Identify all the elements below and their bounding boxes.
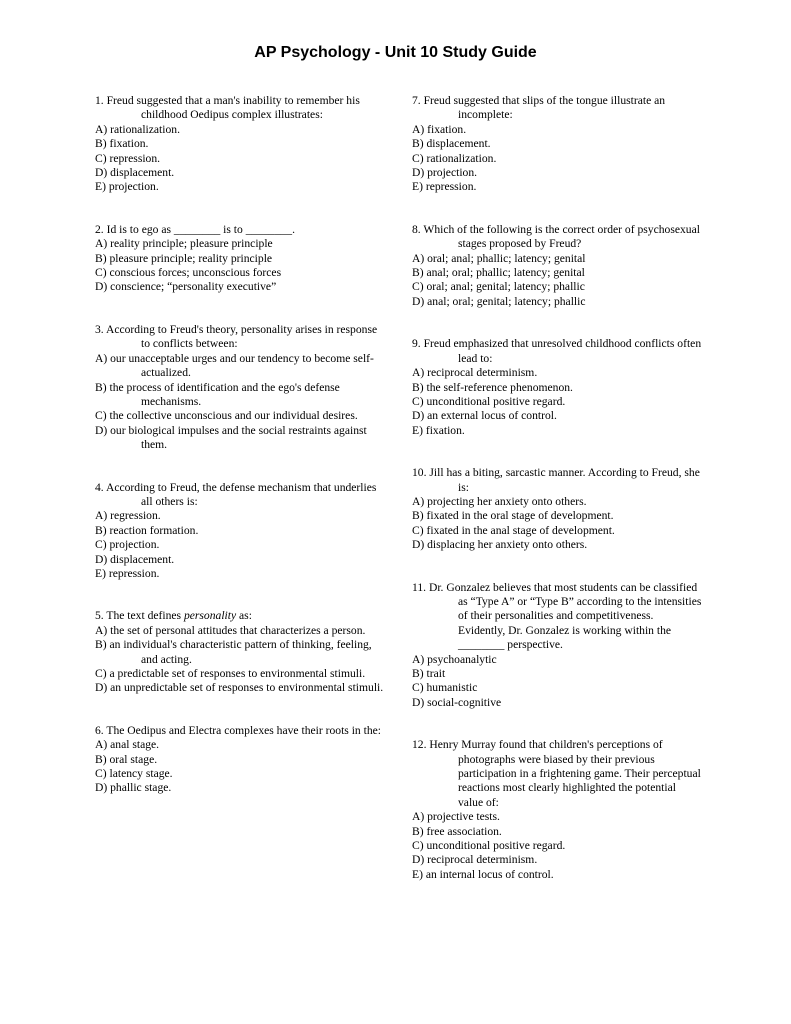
right-column [412, 94, 702, 910]
answer-option: D) social-cognitive [412, 695, 502, 709]
question-12 [412, 738, 702, 882]
answer-option: A) rationalization. [95, 122, 180, 136]
question-4 [95, 481, 385, 582]
answer-option: C) conscious forces; unconscious forces [95, 266, 282, 280]
answer-option: D) displacement. [95, 166, 175, 180]
answer-option: C) latency stage. [95, 767, 173, 781]
question-stem [95, 609, 385, 623]
answer-option: D) an unpredictable set of responses to environmental stimuli. [95, 681, 384, 695]
question-7 [412, 94, 702, 195]
question-stem-part: as: [236, 609, 252, 623]
question-8 [412, 223, 702, 309]
question-stem: 12. Henry Murray found that children's perceptions of photographs were biased by their previous participation in a frightening game. Their perceptual reactions most clearly highlighted the potential value of: [412, 738, 701, 809]
question-stem-part: 5. The text defines [95, 609, 184, 623]
answer-option: C) projection. [95, 538, 160, 552]
question-stem: 6. The Oedipus and Electra complexes have their roots in the: [95, 723, 381, 737]
question-6 [95, 724, 385, 796]
answer-option: D) displacement. [95, 552, 175, 566]
answer-option: E) an internal locus of control. [412, 867, 554, 881]
page-title: AP Psychology - Unit 10 Study Guide [254, 44, 537, 61]
answer-option: D) displacing her anxiety onto others. [412, 538, 588, 552]
answer-option: A) our unacceptable urges and our tendency to become self-actualized. [95, 351, 374, 380]
answer-option: A) regression. [95, 509, 161, 523]
question-stem: 9. Freud emphasized that unresolved childhood conflicts often lead to: [412, 337, 702, 365]
answer-option: E) repression. [412, 180, 477, 194]
answer-option: C) repression. [95, 151, 161, 165]
question-stem-emphasis: personality [183, 609, 237, 623]
answer-option: D) conscience; “personality executive” [95, 280, 277, 294]
answer-option: B) anal; oral; phallic; latency; genital [412, 266, 585, 280]
question-10 [412, 466, 702, 552]
question-3 [95, 323, 385, 453]
answer-option: C) a predictable set of responses to environmental stimuli. [95, 667, 366, 680]
question-stem: 3. According to Freud's theory, personality arises in response to conflicts between: [95, 322, 378, 351]
answer-option: C) humanistic [412, 681, 478, 695]
answer-option: B) the process of identification and the ego's defense mechanisms. [95, 380, 340, 408]
answer-option: A) fixation. [412, 122, 467, 136]
answer-option: C) unconditional positive regard. [412, 839, 566, 853]
question-5 [95, 609, 385, 695]
question-1 [95, 94, 385, 195]
answer-option: C) fixated in the anal stage of development. [412, 523, 615, 537]
left-column [95, 94, 385, 824]
answer-option: E) projection. [95, 180, 159, 194]
answer-option: B) free association. [412, 824, 502, 838]
answer-option: C) unconditional positive regard. [412, 394, 566, 408]
question-stem: 8. Which of the following is the correct order of psychosexual stages proposed by Freud? [412, 222, 700, 251]
answer-option: B) fixated in the oral stage of development. [412, 509, 614, 523]
question-stem: 7. Freud suggested that slips of the tongue illustrate an incomplete: [412, 94, 666, 122]
question-stem: 11. Dr. Gonzalez believes that most students can be classified as “Type A” or “Type B” according to the intensities of their personalities and competitiveness. Evidently, Dr. Gonzalez is working within the ________ perspective. [412, 580, 702, 652]
answer-option: A) reciprocal determinism. [412, 366, 538, 380]
answer-option: A) anal stage. [95, 738, 160, 752]
answer-option: B) displacement. [412, 137, 491, 151]
answer-option: A) projective tests. [412, 810, 500, 824]
question-9 [412, 337, 702, 438]
answer-option: B) pleasure principle; reality principle [95, 251, 273, 265]
answer-option: D) anal; oral; genital; latency; phallic [412, 294, 586, 308]
answer-option: B) an individual's characteristic pattern of thinking, feeling, and acting. [95, 638, 372, 666]
answer-option: D) projection. [412, 166, 478, 180]
answer-option: E) repression. [95, 566, 160, 580]
answer-option: A) reality principle; pleasure principle [95, 237, 273, 251]
question-2 [95, 223, 385, 295]
answer-option: A) projecting her anxiety onto others. [412, 494, 587, 508]
question-stem: 10. Jill has a biting, sarcastic manner. According to Freud, she is: [412, 466, 700, 494]
question-11 [412, 581, 702, 711]
question-stem: 4. According to Freud, the defense mechanism that underlies all others is: [95, 480, 377, 508]
answer-option: C) oral; anal; genital; latency; phallic [412, 280, 585, 294]
question-stem: 1. Freud suggested that a man's inability to remember his childhood Oedipus complex illustrates: [95, 94, 360, 122]
answer-option: A) oral; anal; phallic; latency; genital [412, 251, 586, 265]
answer-option: C) the collective unconscious and our individual desires. [95, 409, 358, 423]
question-stem: 2. Id is to ego as ________ is to ________. [95, 222, 295, 236]
answer-option: D) phallic stage. [95, 781, 172, 795]
answer-option: E) fixation. [412, 423, 465, 437]
answer-option: D) an external locus of control. [412, 409, 557, 423]
answer-option: B) fixation. [95, 137, 149, 151]
answer-option: A) psychoanalytic [412, 652, 497, 666]
answer-option: B) the self-reference phenomenon. [412, 380, 573, 394]
answer-option: B) trait [412, 667, 446, 680]
answer-option: B) oral stage. [95, 752, 158, 766]
answer-option: D) our biological impulses and the social restraints against them. [95, 423, 367, 452]
answer-option: D) reciprocal determinism. [412, 853, 538, 867]
answer-option: B) reaction formation. [95, 523, 199, 537]
answer-option: C) rationalization. [412, 151, 497, 165]
answer-option: A) the set of personal attitudes that characterizes a person. [95, 623, 366, 637]
